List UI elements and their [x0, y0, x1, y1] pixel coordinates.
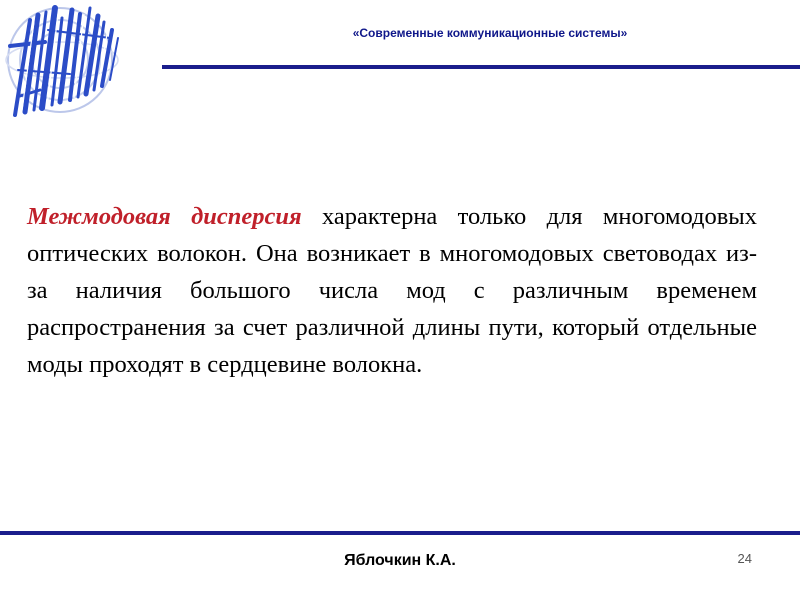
fiber-optic-logo-icon	[0, 0, 150, 150]
author-name: Яблочкин К.А.	[344, 552, 456, 569]
presentation-title: «Современные коммуникационные системы»	[352, 26, 628, 40]
highlighted-term: Межмодовая дисперсия	[27, 203, 302, 230]
slide-body	[27, 198, 757, 383]
body-paragraph: характерна только для многомодовых оптических волокон. Она возникает в многомодовых световодах из-за наличия большого числа мод с различным временем распространения за счет различной длины пути, который отдельные моды проходят в сердцевине волокна.	[27, 203, 757, 378]
page-number: 24	[737, 551, 752, 566]
footer-divider	[0, 531, 800, 535]
header-divider	[162, 65, 800, 69]
